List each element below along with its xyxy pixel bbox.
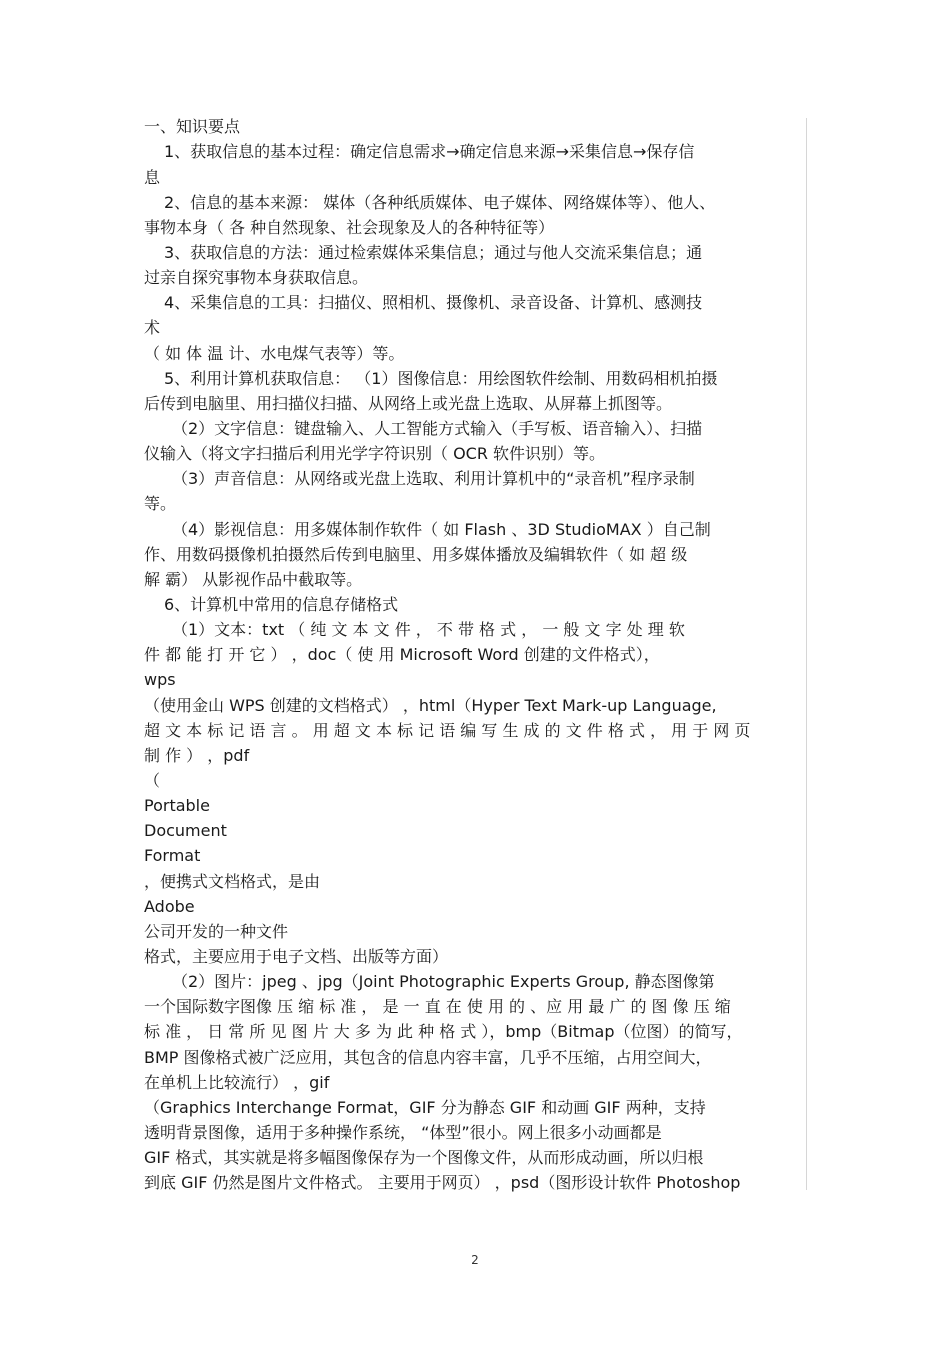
text-line: 3、获取信息的方法：通过检索媒体采集信息；通过与他人交流采集信息；通	[164, 243, 703, 262]
text-line: （2）图片：jpeg 、jpg（Joint Photographic Experts Group, 静态图像第	[172, 972, 715, 991]
text-line: （2）文字信息：键盘输入、人工智能方式输入（手写板、语音输入）、扫描	[172, 419, 703, 438]
text-line: 在单机上比较流行） ，gif	[144, 1073, 330, 1092]
text-line: （使用金山 WPS 创建的文档格式） ，html（Hyper Text Mark-up Language,	[144, 696, 717, 715]
text-line: 息	[144, 168, 161, 187]
text-line: wps	[144, 670, 176, 689]
text-line: 过亲自探究事物本身获取信息。	[144, 268, 369, 287]
text-line: 件 都 能 打 开 它 ） ，doc（ 使 用 Microsoft Word 创建的文件格式），	[144, 645, 660, 664]
text-line: 后传到电脑里、用扫描仪扫描、从网络上或光盘上选取、从屏幕上抓图等。	[144, 394, 673, 413]
text-line: BMP 图像格式被广泛应用，其包含的信息内容丰富，几乎不压缩，占用空间大，	[144, 1048, 712, 1067]
text-line: GIF 格式，其实就是将多幅图像保存为一个图像文件，从而形成动画，所以归根	[144, 1148, 704, 1167]
text-line: 到底 GIF 仍然是图片文件格式。 主要用于网页） ，psd（图形设计软件 Photoshop	[144, 1173, 741, 1192]
text-line: 透明背景图像，适用于多种操作系统， “体型”很小。网上很多小动画都是	[144, 1123, 662, 1142]
text-line: 术	[144, 318, 161, 337]
text-line: （ 如 体 温 计、水电煤气表等）等。	[144, 344, 405, 363]
text-line: 一个国际数字图像 压 缩 标 准 ， 是 一 直 在 使 用 的 、应 用 最 广 的 图 像 压 缩	[144, 997, 731, 1016]
text-line: 公司开发的一种文件	[144, 922, 289, 941]
text-line: Adobe	[144, 897, 195, 916]
text-line: （Graphics Interchange Format，GIF 分为静态 GIF 和动画 GIF 两种，支持	[144, 1098, 706, 1117]
text-line: （3）声音信息：从网络或光盘上选取、利用计算机中的“录音机”程序录制	[172, 469, 695, 488]
text-line: 5、利用计算机获取信息： （1）图像信息：用绘图软件绘制、用数码相机拍摄	[164, 369, 718, 388]
text-line: （1）文本：txt （ 纯 文 本 文 件 ， 不 带 格 式 ， 一 般 文 字 处 理 软	[172, 620, 685, 639]
text-line: 解 霸） 从影视作品中截取等。	[144, 570, 363, 589]
text-line: ，便携式文档格式，是由	[144, 872, 321, 891]
text-line: 2、信息的基本来源： 媒体（各种纸质媒体、电子媒体、网络媒体等）、他人、	[164, 193, 716, 212]
text-line: （	[144, 771, 161, 790]
text-line: 格式，主要应用于电子文档、出版等方面）	[144, 947, 449, 966]
text-line: Document	[144, 821, 227, 840]
text-line: Format	[144, 846, 201, 865]
right-margin-rule	[806, 118, 807, 1190]
text-line: 1、获取信息的基本过程：确定信息需求→确定信息来源→采集信息→保存信	[164, 142, 695, 161]
page-number: 2	[471, 1253, 479, 1267]
text-line: 仪输入（将文字扫描后利用光学字符识别（ OCR 软件识别）等。	[144, 444, 606, 463]
text-line: 事物本身（ 各 种自然现象、社会现象及人的各种特征等）	[144, 218, 555, 237]
text-line: 标 准 ， 日 常 所 见 图 片 大 多 为 此 种 格 式 ），bmp（Bitmap（位图）的简写，	[144, 1022, 743, 1041]
section-heading: 一、知识要点	[144, 117, 241, 136]
text-line: Portable	[144, 796, 210, 815]
text-line: 作、用数码摄像机拍摄然后传到电脑里、用多媒体播放及编辑软件（ 如 超 级	[144, 545, 688, 564]
text-line: 4、采集信息的工具：扫描仪、照相机、摄像机、录音设备、计算机、感测技	[164, 293, 703, 312]
text-line: 等。	[144, 494, 177, 513]
text-line: 6、计算机中常用的信息存储格式	[164, 595, 399, 614]
text-line: 制 作 ） ，pdf	[144, 746, 250, 765]
text-line: （4）影视信息：用多媒体制作软件（ 如 Flash 、3D StudioMAX ）自己制	[172, 520, 711, 539]
text-line: 超 文 本 标 记 语 言 。 用 超 文 本 标 记 语 编 写 生 成 的 文 件 格 式 ， 用 于 网 页	[144, 721, 751, 740]
